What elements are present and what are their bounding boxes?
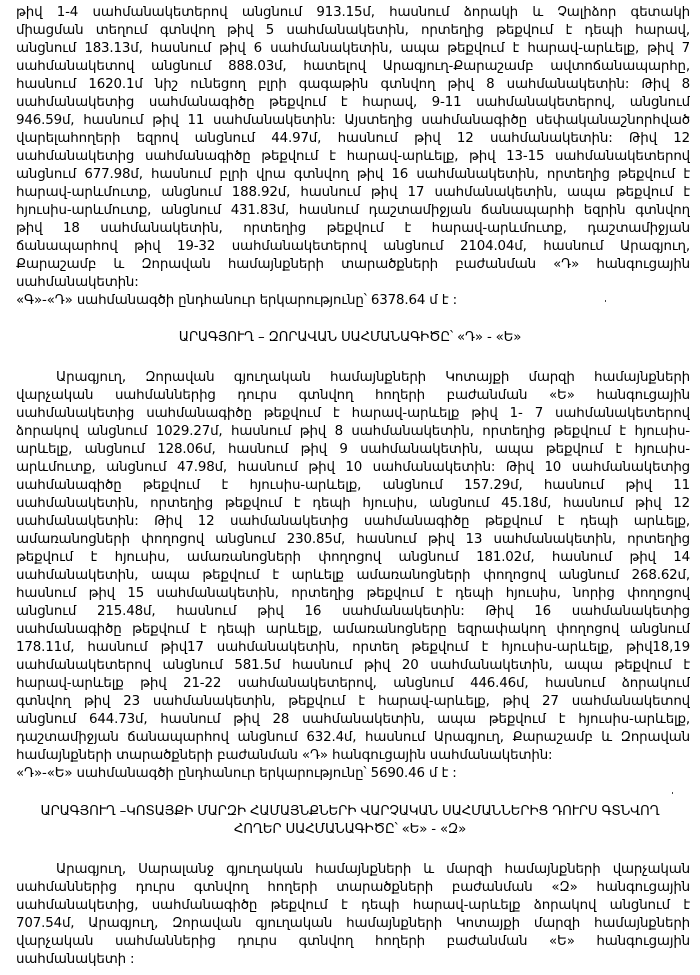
- paragraph-line: վարելահողերի եզրով անցնում 44.97մ, հասնում թիվ 12 սահմանակետին: Թիվ 12: [16, 131, 690, 146]
- paragraph-line: սահմանակետի :: [16, 952, 135, 967]
- paragraph-line: դաշտամիջյան ճանապարհով անցնում 632.4մ, հասնում Արագյուղ, Քարաշամբ և Զորավան: [16, 730, 690, 745]
- paragraph-line: անցնում 677.98մ, հասնում բլրի վրա գտնվող թիվ 16 սահմանակետին, որտեղից թեքվում է: [16, 167, 690, 182]
- paragraph-line: ձորակով անցնում 1029.27մ, հասնում թիվ 8 սահմանակետին, որտեղից թեքվում է հյուսիս-: [16, 424, 690, 439]
- paragraph-line: սահմանագիծը թեքվում է դեպի արևելք, ամառանոցները եզրափակող փողոցով անցնում: [16, 622, 690, 637]
- paragraph-line: սահմանակետից սահմանագիծը թեքվում է հարավ-արևելք թիվ 1- 7 սահմանակետերով: [16, 406, 690, 421]
- paragraph-line: Քարաշամբ և Զորավան համայնքների տարածքների բաժանման «Դ» հանգուցային: [16, 257, 690, 272]
- paragraph-line: վարչական սահմաններից դուրս գտնվող հողերի բաժանման «Ե» հանգուցային: [16, 934, 690, 949]
- paragraph-line: անցնում 215.48մ, հասնում թիվ 16 սահմանակետին: Թիվ 16 սահմանակետից: [16, 604, 690, 619]
- paragraph-line: սահմաններից դուրս գտնվող հողերի տարածքների բաժանման «Զ» հանգուցային: [16, 880, 690, 895]
- paragraph-line: հասնում թիվ 15 սահմանակետին, որտեղից թեքվում է դեպի հյուսիս, նորից փողոցով: [16, 586, 690, 601]
- paragraph-line: սահմանակետից, սահմանագիծը թեքվում է դեպի հարավ-արևելք ձորակով անցնում է: [16, 898, 690, 913]
- paragraph-line: արևմուտք, անցնում 47.98մ, հասնում թիվ 10 սահմանակետին: Թիվ 10 սահմանակետից: [16, 460, 690, 475]
- paragraph-line: հասնում 1620.1մ նիշ ունեցող բլրի գագաթին գտնվող թիվ 8 սահմանակետին: Թիվ 8: [16, 77, 690, 92]
- paragraph-line: ամառանոցների փողոցով անցնում 230.85մ, հասնում թիվ 13 սահմանակետին, որտեղից: [16, 532, 690, 547]
- scan-speck: [672, 792, 673, 794]
- paragraph-line: սահմանակետին: Թիվ 12 սահմանակետից սահմանագիծը թեքվում է դեպի արևելք,: [16, 514, 690, 529]
- paragraph-line: սահմանակետին, ապա թեքվում է արևելք ամառանոցների փողոցով անցնում 268.62մ,: [16, 568, 690, 583]
- paragraph-line: 946.59մ, հասնում թիվ 11 սահմանակետին: Այստեղից սահմանագիծը սեփականաշնորհված: [16, 113, 690, 128]
- scan-speck: [605, 300, 606, 302]
- paragraph-line: Արագյուղ, Զորավան գյուղական համայնքների Կոտայքի մարզի համայնքների: [56, 370, 690, 385]
- section-heading: ԱՐԱԳՅՈՒՂ – ԶՈՐԱՎԱՆ ՍԱՀՄԱՆԱԳԻԾԸ՝ «Դ» - «Ե»: [178, 330, 522, 345]
- paragraph-line: սահմանակետին, որտեղից թեքվում է դեպի հյուսիս, անցնում 45.18մ, հասնում թիվ 12: [16, 496, 690, 511]
- paragraph-line: սահմանակետերով անցնում 581.5մ հասնում թիվ 20 սահմանակետին, ապա թեքվում է: [16, 658, 690, 673]
- paragraph-line: սահմանագիծը թեքվում է հյուսիս-արևելք, անցնում 157.29մ, հասնում թիվ 11: [16, 478, 690, 493]
- paragraph-line: անցնում 644.73մ, հասնում թիվ 28 սահմանակետին, ապա թեքվում է հյուսիս-արևելք,: [16, 712, 690, 727]
- paragraph-line: վարչական սահմաններից դուրս գտնվող հողերի բաժանման «Ե» հանգուցային: [16, 388, 690, 403]
- paragraph-line: թիվ 1-4 սահմանակետերով անցնում 913.15մ, հասնում ձորակի և Չալիձոր գետակի: [16, 5, 690, 20]
- paragraph-line: միացման տեղում գտնվող թիվ 5 սահմանակետին, որտեղից թեքվում է դեպի հարավ,: [16, 23, 690, 38]
- paragraph-line: սահմանակետով անցնում 888.03մ, հատելով Արագյուղ-Քարաշամբ ավտոճանապարհը,: [16, 59, 690, 74]
- section-heading: ՀՈՂԵՐ ՍԱՀՄԱՆԱԳԻԾԸ՝ «Ե» - «Զ»: [233, 822, 467, 837]
- paragraph-line: գտնվող թիվ 23 սահմանակետին, թեքվում է հարավ-արևելք, թիվ 27 սահմանակետով: [16, 694, 690, 709]
- section-total-length: «Դ»-«Ե» սահմանագծի ընդհանուր երկարությունը՝ 5690.46 մ է :: [16, 766, 457, 781]
- paragraph-line: սահմանակետին:: [16, 275, 139, 290]
- paragraph-line: սահմանակետից սահմանագիծը թեքվում է հարավ, 9-11 սահմանակետերով, անցնում: [16, 95, 690, 110]
- paragraph-line: անցնում 183.13մ, հասնում թիվ 6 սահմանակետին, ապա թեքվում է հարավ-արևելք, թիվ 7: [16, 41, 690, 56]
- paragraph-line: թեքվում է հյուսիս, ամառանոցների փողոցով անցնում 181.02մ, հասնում թիվ 14: [16, 550, 690, 565]
- paragraph-line: հարավ-արևմուտք, անցնում 188.92մ, հասնում թիվ 17 սահմանակետին, ապա թեքվում է: [16, 185, 690, 200]
- paragraph-line: թիվ 18 սահմանակետին, որտեղից թեքվում է հարավ-արևմուտք, դաշտամիջյան: [16, 221, 690, 236]
- paragraph-line: համայնքների տարածքների բաժանման «Դ» հանգուցային սահմանակետին:: [16, 748, 553, 763]
- paragraph-line: հյուսիս-արևմուտք, անցնում 431.83մ, հասնում դաշտամիջյան ճանապարհի եզրին գտնվող: [16, 203, 690, 218]
- paragraph-line: 178.11մ, հասնում թիվ17 սահմանակետին, որտեղ թեքվում է հյուսիս-արևելք, թիվ18,19: [16, 640, 690, 655]
- paragraph-line: Արագյուղ, Սարալանջ գյուղական համայնքների և մարզի համայնքների վարչական: [56, 862, 690, 877]
- paragraph-line: արևելք, անցնում 128.06մ, հասնում թիվ 9 սահմանակետին, ապա թեքվում է հյուսիս-: [16, 442, 690, 457]
- section-total-length: «Գ»-«Դ» սահմանագծի ընդհանուր երկարությունը՝ 6378.64 մ է :: [16, 293, 457, 308]
- section-heading: ԱՐԱԳՅՈՒՂ –ԿՈՏԱՅՔԻ ՄԱՐԶԻ ՀԱՄԱՅՆՔՆԵՐԻ ՎԱՐՉԱԿԱՆ ՍԱՀՄԱՆՆԵՐԻՑ ԴՈՒՐՍ ԳՏՆՎՈՂ: [40, 804, 660, 819]
- paragraph-line: ճանապարհով թիվ 19-32 սահմանակետերով անցնում 2104.04մ, հասնում Արագյուղ,: [16, 239, 690, 254]
- paragraph-line: 707.54մ, Արագյուղ, Զորավան գյուղական համայնքների Կոտայքի մարզի համայնքների: [16, 916, 690, 931]
- paragraph-line: հարավ-արևելք թիվ 21-22 սահմանակետերով, անցնում 446.46մ, հասնում ձորակում: [16, 676, 690, 691]
- paragraph-line: սահմանակետից սահմանագիծը թեքվում է հարավ-արևելք, թիվ 13-15 սահմանակետերով: [16, 149, 690, 164]
